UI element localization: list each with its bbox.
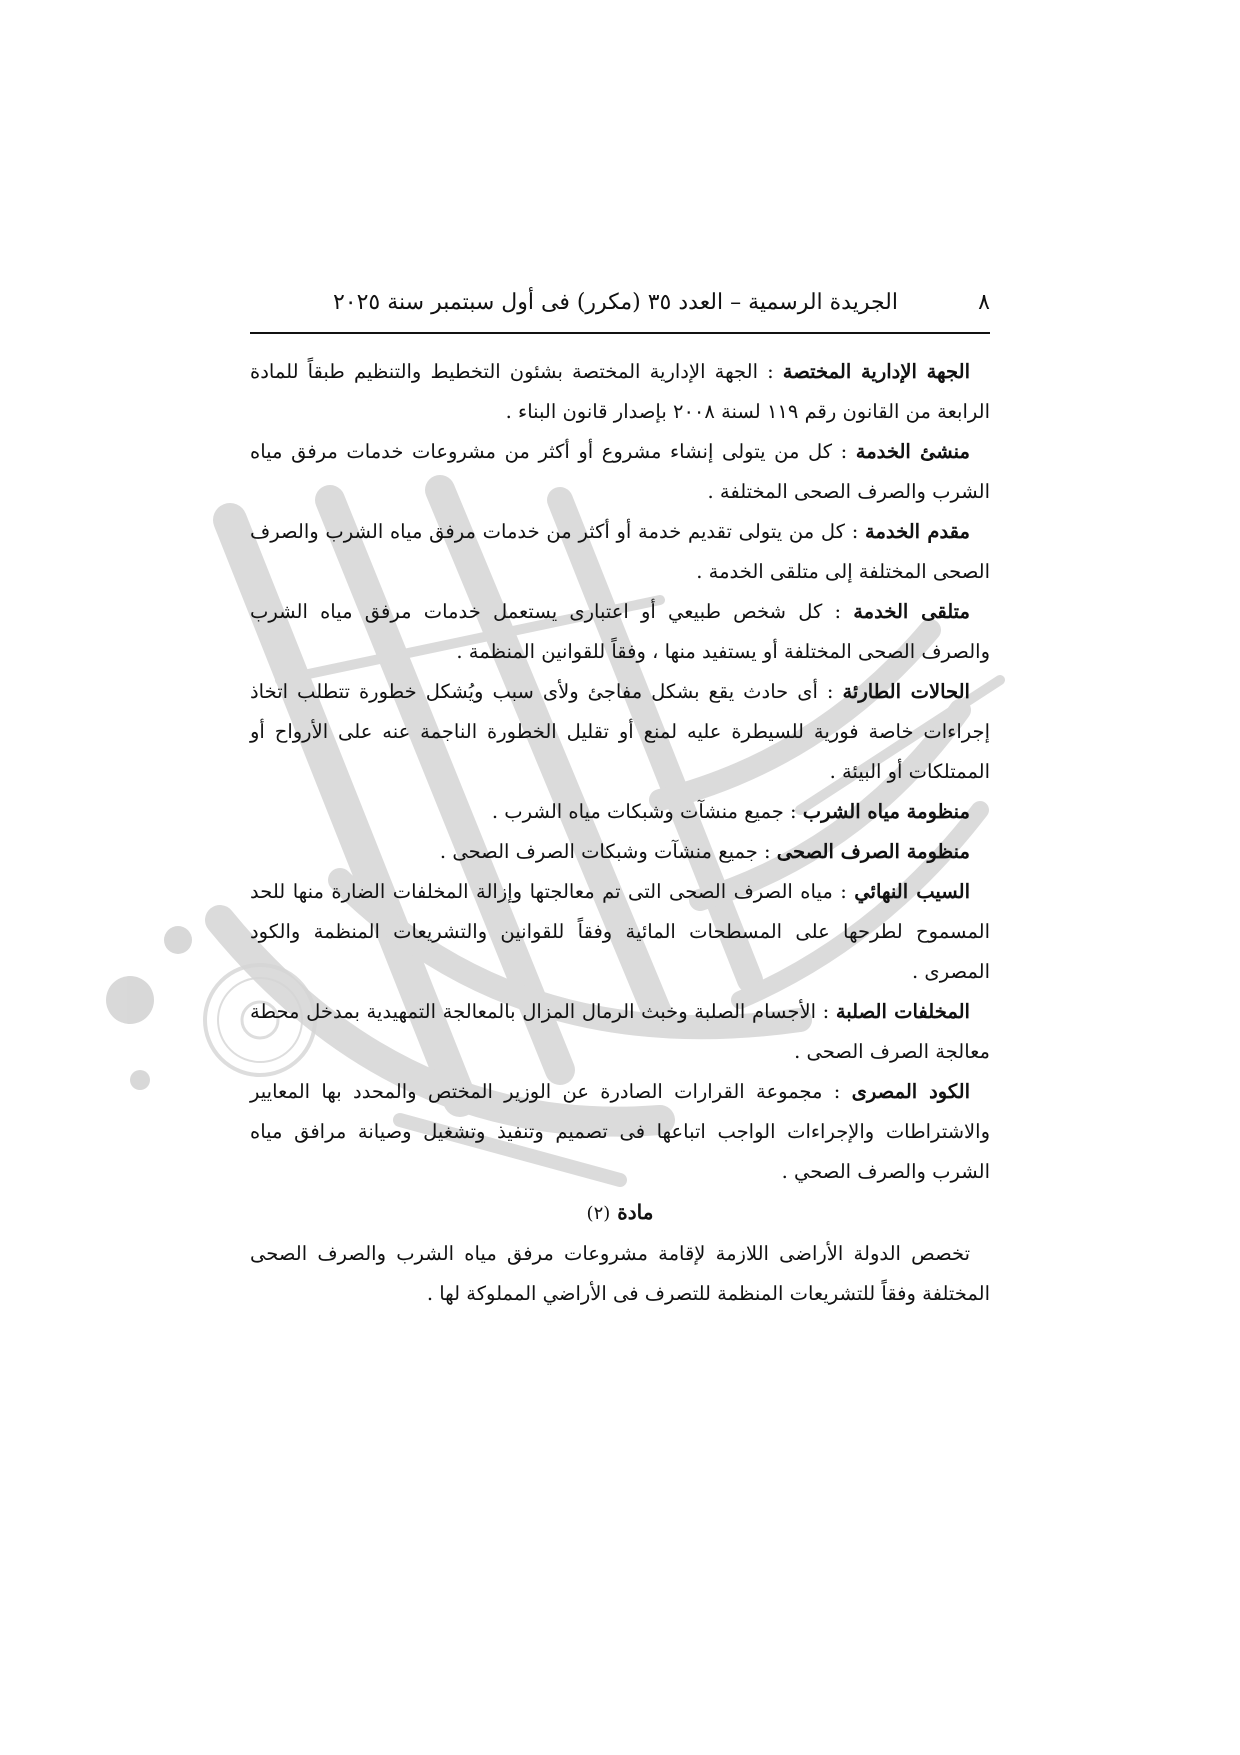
definition-text: : جميع منشآت وشبكات مياه الشرب . xyxy=(491,800,803,823)
definition-term: متلقى الخدمة xyxy=(853,600,970,623)
definition-text: : مياه الصرف الصحى التى تم معالجتها وإزالة المخلفات الضارة منها للحد المسموح لطرحها على المسطحات المائية وفقاً للقوانين والتشريعات المنظمة والكود المصرى . xyxy=(250,880,990,983)
definition-term: الحالات الطارئة xyxy=(842,680,970,703)
definition-text: : مجموعة القرارات الصادرة عن الوزير المختص والمحدد بها المعايير والاشتراطات والإجراءات الواجب اتباعها فى تصميم وتنفيذ وتشغيل وصيانة مرافق مياه الشرب والصرف الصحي . xyxy=(250,1080,990,1183)
gazette-title: الجريدة الرسمية – العدد ٣٥ (مكرر) فى أول سبتمبر سنة ٢٠٢٥ xyxy=(332,290,898,315)
article-number: (٢) xyxy=(586,1203,611,1224)
definition-service-creator xyxy=(250,432,990,512)
definition-text: : كل من يتولى تقديم خدمة أو أكثر من خدمات مرفق مياه الشرب والصرف الصحى المختلفة إلى متلقى الخدمة . xyxy=(250,520,990,583)
definition-text: : الأجسام الصلبة وخبث الرمال المزال بالمعالجة التمهيدية بمدخل محطة معالجة الصرف الصحى . xyxy=(250,1000,990,1063)
definition-service-provider xyxy=(250,512,990,592)
definition-text: : الجهة الإدارية المختصة بشئون التخطيط والتنظيم طبقاً للمادة الرابعة من القانون رقم ١١٩ لسنة ٢٠٠٨ بإصدار قانون البناء . xyxy=(250,360,990,423)
definition-solid-waste xyxy=(250,992,990,1072)
page-number: ٨ xyxy=(978,290,990,315)
definition-text: : جميع منشآت وشبكات الصرف الصحى . xyxy=(439,840,777,863)
definition-text: : كل شخص طبيعي أو اعتبارى يستعمل خدمات مرفق مياه الشرب والصرف الصحى المختلفة أو يستفيد منها ، وفقاً للقوانين المنظمة . xyxy=(250,600,990,663)
definition-egyptian-code xyxy=(250,1072,990,1192)
article-text: تخصص الدولة الأراضى اللازمة لإقامة مشروعات مرفق مياه الشرب والصرف الصحى المختلفة وفقاً للتشريعات المنظمة للتصرف فى الأراضي المملوكة لها . xyxy=(250,1242,990,1305)
page-header xyxy=(250,283,990,323)
definition-competent-authority xyxy=(250,352,990,432)
definition-term: الكود المصرى xyxy=(851,1080,970,1103)
document-body xyxy=(250,352,990,1314)
definition-water-system xyxy=(250,792,990,832)
definition-term: منشئ الخدمة xyxy=(855,440,970,463)
definition-term: منظومة مياه الشرب xyxy=(802,800,970,823)
definition-emergencies xyxy=(250,672,990,792)
definition-sewage-system xyxy=(250,832,990,872)
definition-term: الجهة الإدارية المختصة xyxy=(782,360,970,383)
article-label: مادة xyxy=(617,1200,654,1224)
definition-term: مقدم الخدمة xyxy=(864,520,970,543)
definition-term: منظومة الصرف الصحى xyxy=(776,840,970,863)
definition-final-effluent xyxy=(250,872,990,992)
definition-text: : أى حادث يقع بشكل مفاجئ ولأى سبب ويُشكل خطورة تتطلب اتخاذ إجراءات خاصة فورية للسيطرة عليه لمنع أو تقليل الخطورة الناجمة عنه على الأرواح أو الممتلكات أو البيئة . xyxy=(250,680,990,783)
definition-term: المخلفات الصلبة xyxy=(835,1000,970,1023)
definition-term: السيب النهائي xyxy=(854,880,970,903)
definition-text: : كل من يتولى إنشاء مشروع أو أكثر من مشروعات خدمات مرفق مياه الشرب والصرف الصحى المختلفة . xyxy=(250,440,990,503)
article-heading xyxy=(250,1192,990,1234)
header-divider xyxy=(250,332,990,334)
definition-service-recipient xyxy=(250,592,990,672)
